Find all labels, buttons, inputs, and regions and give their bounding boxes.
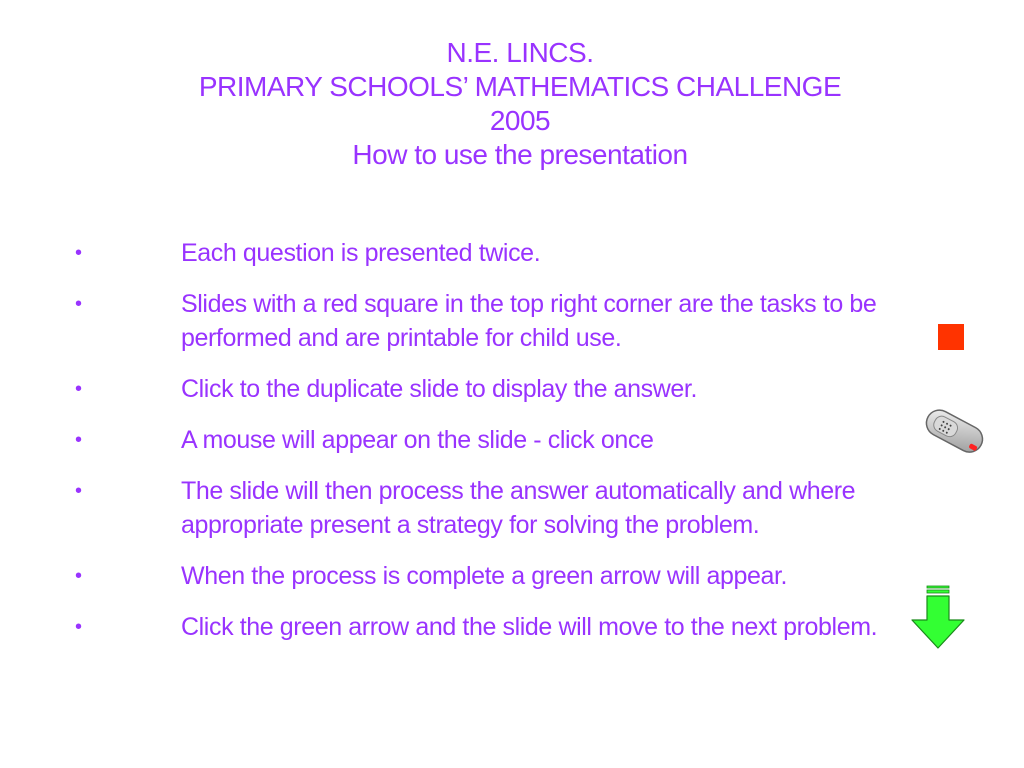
bullet-glyph: • <box>75 429 82 451</box>
title-line-challenge: PRIMARY SCHOOLS’ MATHEMATICS CHALLENGE <box>198 71 842 102</box>
list-item-text: Slides with a red square in the top right corner are the tasks to be performed and are printable for child use. <box>181 290 877 352</box>
bullet-glyph: • <box>75 616 82 638</box>
list-item-text: Each question is presented twice. <box>181 239 541 267</box>
list-item <box>75 474 925 542</box>
slide-title <box>60 36 980 172</box>
bullet-glyph: • <box>75 242 82 264</box>
title-line-year: 2005 <box>489 105 551 136</box>
computer-mouse-icon[interactable] <box>918 404 990 460</box>
list-item-text: When the process is complete a green arrow will appear. <box>181 562 788 590</box>
bullet-glyph: • <box>75 565 82 587</box>
list-item <box>75 287 925 355</box>
instructions-list <box>75 236 925 661</box>
red-square-icon <box>938 324 964 350</box>
bullet-glyph: • <box>75 378 82 400</box>
list-item <box>75 610 925 644</box>
green-down-arrow-icon[interactable] <box>908 584 968 650</box>
list-item <box>75 423 925 457</box>
title-line-organisation: N.E. LINCS. <box>446 37 594 68</box>
list-item-text: Click the green arrow and the slide will move to the next problem. <box>181 613 878 641</box>
list-item <box>75 236 925 270</box>
list-item <box>75 372 925 406</box>
list-item-text: A mouse will appear on the slide - click once <box>181 426 654 454</box>
bullet-glyph: • <box>75 293 82 315</box>
title-line-subtitle: How to use the presentation <box>352 139 688 170</box>
bullet-glyph: • <box>75 480 82 502</box>
list-item-text: Click to the duplicate slide to display the answer. <box>181 375 698 403</box>
list-item-text: The slide will then process the answer automatically and where appropriate present a strategy for solving the problem. <box>181 477 856 539</box>
list-item <box>75 559 925 593</box>
